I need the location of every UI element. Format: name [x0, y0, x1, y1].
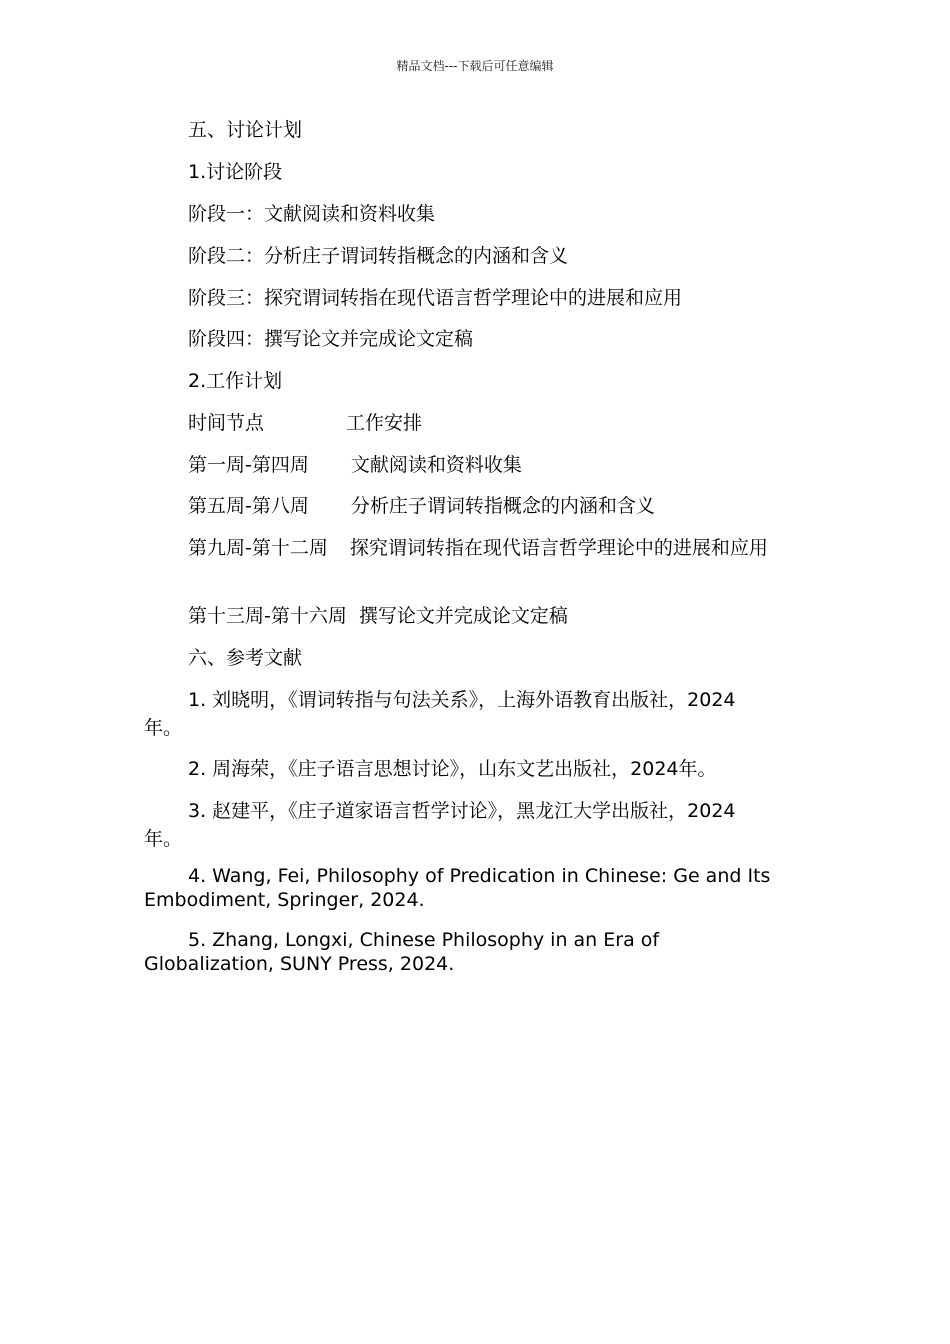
reference-item: 5. Zhang, Longxi, Chinese Philosophy in an Era of Globalization, SUNY Press, 2024.	[144, 929, 660, 975]
schedule-time: 第九周-第十二周	[188, 537, 328, 559]
reference-item: 1. 刘晓明，《谓词转指与句法关系》，上海外语教育出版社，2024年。	[144, 689, 736, 739]
schedule-time: 第一周-第四周	[188, 454, 309, 476]
reference-item: 2. 周海荣，《庄子语言思想讨论》，山东文艺出版社，2024年。	[188, 758, 717, 780]
schedule-task: 文献阅读和资料收集	[350, 454, 522, 476]
schedule-time: 第五周-第八周	[188, 495, 309, 517]
schedule-row	[188, 494, 655, 518]
section-5-title: 五、讨论计划	[188, 119, 303, 141]
schedule-row	[144, 534, 804, 562]
schedule-header-row	[188, 411, 422, 435]
schedule-header-task: 工作安排	[346, 412, 423, 434]
stage-heading: 1.讨论阶段	[188, 161, 283, 183]
schedule-time: 第十三周-第十六周	[188, 605, 347, 627]
reference-item: 3. 赵建平，《庄子道家语言哲学讨论》，黑龙江大学出版社，2024年。	[144, 800, 736, 850]
reference-item: 4. Wang, Fei, Philosophy of Predication in Chinese: Ge and Its Embodiment, Springer, 2024.	[144, 865, 771, 911]
schedule-row	[188, 604, 568, 628]
stage-item: 阶段四：撰写论文并完成论文定稿	[188, 328, 474, 350]
schedule-row	[188, 453, 522, 477]
stage-item: 阶段二：分析庄子谓词转指概念的内涵和含义	[188, 245, 569, 267]
page-header: 精品文档---下载后可任意编辑	[396, 59, 554, 73]
schedule-header-time: 时间节点	[188, 412, 265, 434]
stage-item: 阶段一：文献阅读和资料收集	[188, 203, 436, 225]
schedule-task: 探究谓词转指在现代语言哲学理论中的进展和应用	[349, 537, 768, 559]
schedule-task: 分析庄子谓词转指概念的内涵和含义	[350, 495, 655, 517]
section-6-title: 六、参考文献	[188, 647, 303, 669]
schedule-task: 撰写论文并完成论文定稿	[358, 605, 568, 627]
work-plan-heading: 2.工作计划	[188, 370, 283, 392]
stage-item: 阶段三：探究谓词转指在现代语言哲学理论中的进展和应用	[188, 287, 683, 309]
